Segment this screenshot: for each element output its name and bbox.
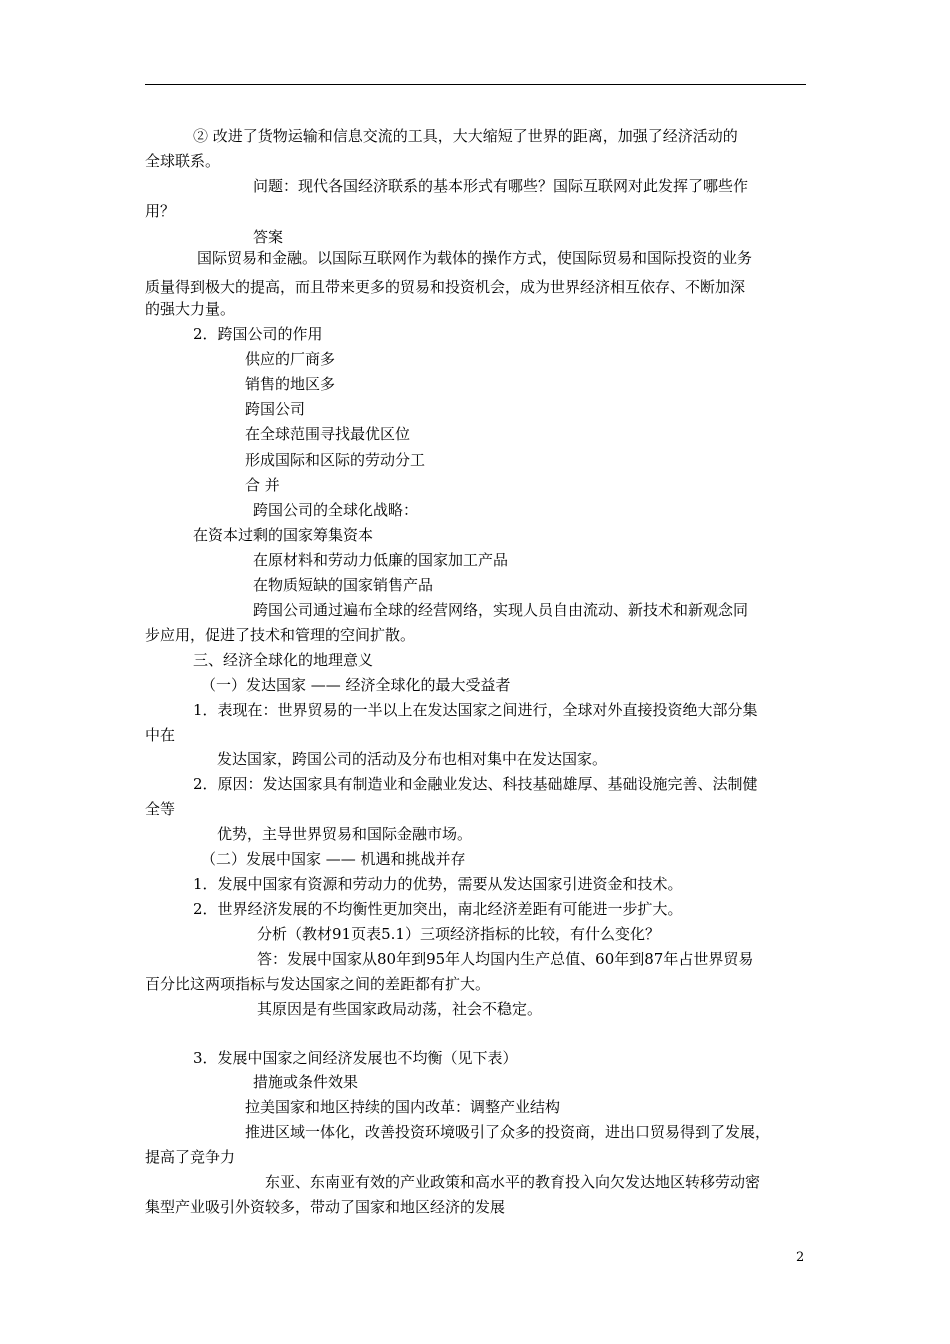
text-line: 2．跨国公司的作用 xyxy=(193,325,323,343)
text-line: 在原材料和劳动力低廉的国家加工产品 xyxy=(253,551,509,569)
text-line: 答案 xyxy=(253,228,284,246)
text-line: 合 并 xyxy=(245,476,280,494)
text-line: 提高了竞争力 xyxy=(145,1148,236,1166)
text-line: 3．发展中国家之间经济发展也不均衡（见下表） xyxy=(193,1049,518,1067)
text-line: 优势，主导世界贸易和国际金融市场。 xyxy=(217,825,473,843)
subsection-heading: （一）发达国家 —— 经济全球化的最大受益者 xyxy=(201,676,511,694)
text-line: 全等 xyxy=(145,800,176,818)
text-line: 跨国公司通过遍布全球的经营网络，实现人员自由流动、新技术和新观念同 xyxy=(253,601,749,619)
text-line: 中在 xyxy=(145,726,176,744)
text-line: 发达国家，跨国公司的活动及分布也相对集中在发达国家。 xyxy=(217,750,608,768)
text-line: 1．表现在：世界贸易的一半以上在发达国家之间进行，全球对外直接投资绝大部分集 xyxy=(193,701,758,719)
text-line: 措施或条件效果 xyxy=(253,1073,359,1091)
text-line: 国际贸易和金融。以国际互联网作为载体的操作方式，使国际贸易和国际投资的业务 xyxy=(197,249,753,267)
text-line: 拉美国家和地区持续的国内改革：调整产业结构 xyxy=(245,1098,561,1116)
text-line: 问题：现代各国经济联系的基本形式有哪些？国际互联网对此发挥了哪些作 xyxy=(253,177,749,195)
text-line: 集型产业吸引外资较多，带动了国家和地区经济的发展 xyxy=(145,1198,506,1216)
text-line: 百分比这两项指标与发达国家之间的差距都有扩大。 xyxy=(145,975,491,993)
text-line: 质量得到极大的提高，而且带来更多的贸易和投资机会，成为世界经济相互依存、不断加深 xyxy=(145,278,746,296)
text-line: 供应的厂商多 xyxy=(245,350,336,368)
subsection-heading: （二）发展中国家 —— 机遇和挑战并存 xyxy=(201,850,466,868)
text-line: 销售的地区多 xyxy=(245,375,336,393)
text-line: 在资本过剩的国家筹集资本 xyxy=(193,526,374,544)
section-heading: 三、经济全球化的地理意义 xyxy=(193,651,374,669)
text-line: 其原因是有些国家政局动荡，社会不稳定。 xyxy=(257,1000,543,1018)
text-line: 2．原因：发达国家具有制造业和金融业发达、科技基础雄厚、基础设施完善、法制健 xyxy=(193,775,758,793)
text-line: 在全球范围寻找最优区位 xyxy=(245,425,411,443)
text-line: 跨国公司的全球化战略： xyxy=(253,501,419,519)
text-line: 全球联系。 xyxy=(145,152,221,170)
header-rule xyxy=(145,84,806,85)
text-line: 步应用，促进了技术和管理的空间扩散。 xyxy=(145,626,416,644)
text-line: 1．发展中国家有资源和劳动力的优势，需要从发达国家引进资金和技术。 xyxy=(193,875,683,893)
text-line: 推进区域一体化，改善投资环境吸引了众多的投资商，进出口贸易得到了发展， xyxy=(245,1123,771,1141)
text-line: 分析（教材91页表5.1）三项经济指标的比较，有什么变化？ xyxy=(257,925,660,943)
text-line: 的强大力量。 xyxy=(145,300,236,318)
text-line: 东亚、东南亚有效的产业政策和高水平的教育投入向欠发达地区转移劳动密 xyxy=(265,1173,761,1191)
text-line: 形成国际和区际的劳动分工 xyxy=(245,451,426,469)
text-line: 在物质短缺的国家销售产品 xyxy=(253,576,434,594)
text-line: 2．世界经济发展的不均衡性更加突出，南北经济差距有可能进一步扩大。 xyxy=(193,900,683,918)
text-line: ② 改进了货物运输和信息交流的工具，大大缩短了世界的距离，加强了经济活动的 xyxy=(193,127,738,145)
page-number: 2 xyxy=(796,1250,805,1265)
text-line: 答：发展中国家从80年到95年人均国内生产总值、60年到87年占世界贸易 xyxy=(257,950,754,968)
text-line: 跨国公司 xyxy=(245,400,306,418)
text-line: 用？ xyxy=(145,202,176,220)
